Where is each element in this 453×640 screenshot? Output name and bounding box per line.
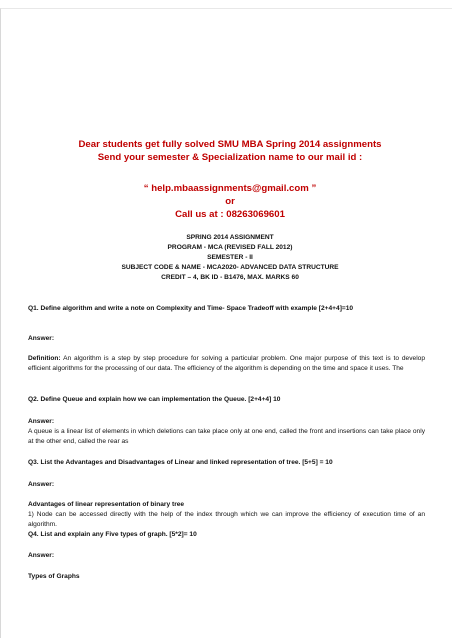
header-term: SPRING 2014 ASSIGNMENT — [186, 234, 274, 241]
contact-phone: Call us at : 08263069601 — [175, 209, 285, 220]
q3-subheading: Advantages of linear representation of binary tree — [28, 501, 185, 508]
q1-definition-label: Definition: — [28, 355, 61, 362]
header-credit: CREDIT – 4, BK ID - B1476, MAX. MARKS 60 — [161, 274, 299, 281]
promo-banner — [30, 138, 430, 164]
page-border — [0, 8, 452, 638]
q2-answer-label: Answer: — [28, 418, 55, 425]
q3-answer-label: Answer: — [28, 481, 55, 488]
q1-answer-label: Answer: — [28, 335, 55, 342]
q1-question: Q1. Define algorithm and write a note on Complexity and Time- Space Tradeoff with example [2+4+4]=10 — [28, 305, 354, 312]
q2-answer-text: A queue is a linear list of elements in which deletions can take place only at one end, called the front and insertions can take place only at the other end, called the rear as — [28, 428, 425, 445]
header-program: PROGRAM - MCA (REVISED FALL 2012) — [167, 244, 293, 251]
q3-point-1: 1) Node can be accessed directly with the help of the index through which we can improve the efficiency of execution time of an algorithm. — [28, 511, 425, 528]
assignment-header — [30, 233, 430, 283]
promo-line-2: Send your semester & Specialization name to our mail id : — [97, 152, 363, 163]
q4-question: Q4. List and explain any Five types of graph. [5*2]= 10 — [28, 531, 197, 538]
q4-subheading: Types of Graphs — [28, 573, 80, 580]
contact-or: or — [225, 196, 235, 207]
q4-answer-label: Answer: — [28, 552, 55, 559]
q2-question: Q2. Define Queue and explain how we can implementation the Queue. [2+4+4] 10 — [28, 396, 281, 403]
q1-definition — [28, 354, 425, 374]
header-semester: SEMESTER - II — [207, 254, 253, 261]
contact-block — [30, 182, 430, 221]
q1-definition-text: An algorithm is a step by step procedure for solving a particular problem. One major purpose of this text is to develop efficient algorithms for the processing of our data. The efficiency of the algorithm is depending on the time and space it uses. The — [28, 355, 425, 372]
q3-question: Q3. List the Advantages and Disadvantages of Linear and linked representation of tree. [5+5] = 10 — [28, 459, 333, 466]
promo-line-1: Dear students get fully solved SMU MBA Spring 2014 assignments — [78, 139, 382, 150]
header-subject: SUBJECT CODE & NAME - MCA2020- ADVANCED DATA STRUCTURE — [121, 264, 339, 271]
contact-email: “ help.mbaassignments@gmail.com ” — [143, 183, 317, 194]
